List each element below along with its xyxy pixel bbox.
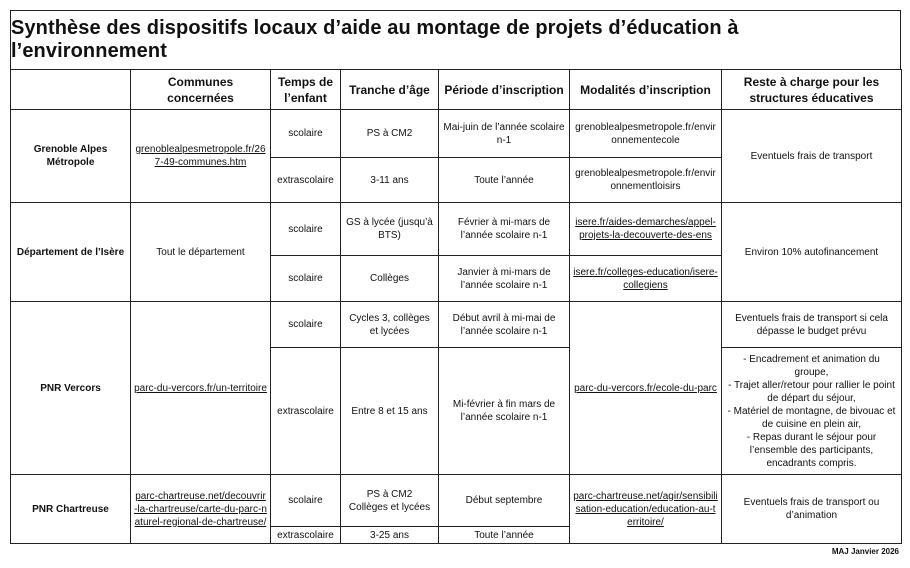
header-periode: Période d’inscription (439, 70, 570, 110)
communes-chartreuse-link[interactable]: parc-chartreuse.net/decouvrir-la-chartreuse/carte-du-parc-naturel-regional-de-chartreuse/ (134, 490, 267, 528)
list-item: - Matériel de montagne, de bivouac et de cuisine en plein air, (727, 405, 896, 430)
list-item: - Repas durant le séjour pour l’ensemble des participants, encadrants compris. (746, 431, 877, 469)
temps-cell: extrascolaire (271, 158, 341, 203)
periode-cell: Toute l’année (439, 527, 570, 544)
modalite-cell (570, 203, 722, 256)
communes-vercors-link[interactable]: parc-du-vercors.fr/un-territoire (134, 382, 267, 394)
tranche-cell: 3-25 ans (341, 527, 439, 544)
header-communes: Communes concernées (131, 70, 271, 110)
communes-chartreuse (131, 475, 271, 544)
periode-cell: Début avril à mi-mai de l’année scolaire n-1 (439, 302, 570, 348)
update-date: MAJ Janvier 2026 (831, 547, 899, 556)
modalite-grenoble-ecole-link[interactable]: grenoblealpesmetropole.fr/environnementecole (575, 121, 716, 146)
modalite-isere-colleges-link[interactable]: isere.fr/colleges-education/isere-collegiens (573, 266, 718, 291)
modalite-cell (570, 302, 722, 475)
org-chartreuse: PNR Chartreuse (11, 475, 131, 544)
reste-grenoble: Eventuels frais de transport (722, 110, 902, 203)
periode-cell: Février à mi-mars de l’année scolaire n-1 (439, 203, 570, 256)
communes-vercors (131, 302, 271, 475)
page-title: Synthèse des dispositifs locaux d’aide au montage de projets d’éducation à l’environnement (10, 10, 901, 70)
table-row (11, 302, 902, 348)
table-row (11, 203, 902, 256)
header-reste: Reste à charge pour les structures éducatives (722, 70, 902, 110)
header-temps: Temps de l’enfant (271, 70, 341, 110)
reste-isere: Environ 10% autofinancement (722, 203, 902, 302)
periode-cell: Mi-février à fin mars de l’année scolaire n-1 (439, 348, 570, 475)
org-vercors: PNR Vercors (11, 302, 131, 475)
list-item: - Trajet aller/retour pour rallier le point de départ du séjour, (728, 379, 895, 404)
temps-cell: scolaire (271, 302, 341, 348)
modalite-chartreuse-link[interactable]: parc-chartreuse.net/agir/sensibilisation-education/education-au-territoire/ (573, 490, 718, 528)
modalite-cell (570, 475, 722, 544)
periode-cell: Mai-juin de l’année scolaire n-1 (439, 110, 570, 158)
table-row (11, 110, 902, 158)
synthesis-table (10, 69, 902, 544)
periode-cell: Début septembre (439, 475, 570, 527)
tranche-cell: GS à lycée (jusqu’à BTS) (341, 203, 439, 256)
org-isere: Département de l’Isère (11, 203, 131, 302)
tranche-cell: Collèges (341, 256, 439, 302)
modalite-isere-ens-link[interactable]: isere.fr/aides-demarches/appel-projets-la-decouverte-des-ens (575, 217, 716, 241)
table-row (11, 475, 902, 527)
periode-cell: Toute l’année (439, 158, 570, 203)
header-empty (11, 70, 131, 110)
org-grenoble: Grenoble Alpes Métropole (11, 110, 131, 203)
periode-cell: Janvier à mi-mars de l’année scolaire n-1 (439, 256, 570, 302)
tranche-cell: 3-11 ans (341, 158, 439, 203)
tranche-cell: Entre 8 et 15 ans (341, 348, 439, 475)
header-row (11, 70, 902, 110)
temps-cell: extrascolaire (271, 348, 341, 475)
tranche-cell: Cycles 3, collèges et lycées (341, 302, 439, 348)
modalite-cell (570, 158, 722, 203)
modalite-cell (570, 256, 722, 302)
tranche-cell: PS à CM2 (341, 110, 439, 158)
communes-isere: Tout le département (131, 203, 271, 302)
header-modalites: Modalités d’inscription (570, 70, 722, 110)
communes-grenoble-link[interactable]: grenoblealpesmetropole.fr/267-49-communes.htm (135, 144, 266, 168)
temps-cell: scolaire (271, 256, 341, 302)
tranche-line: PS à CM2 (366, 488, 413, 500)
temps-cell: scolaire (271, 475, 341, 527)
reste-vercors-scolaire: Eventuels frais de transport si cela dépasse le budget prévu (722, 302, 902, 348)
temps-cell: scolaire (271, 203, 341, 256)
tranche-cell (341, 475, 439, 527)
modalite-vercors-link[interactable]: parc-du-vercors.fr/ecole-du-parc (574, 382, 717, 394)
reste-vercors-extrascolaire (722, 348, 902, 475)
reste-chartreuse: Eventuels frais de transport ou d’animation (722, 475, 902, 544)
communes-grenoble (131, 110, 271, 203)
modalite-grenoble-loisirs-link[interactable]: grenoblealpesmetropole.fr/environnementloisirs (575, 168, 716, 192)
header-tranche: Tranche d’âge (341, 70, 439, 110)
list-item: - Encadrement et animation du groupe, (743, 353, 880, 378)
tranche-line: Collèges et lycées (348, 501, 431, 513)
temps-cell: extrascolaire (271, 527, 341, 544)
modalite-cell (570, 110, 722, 158)
temps-cell: scolaire (271, 110, 341, 158)
